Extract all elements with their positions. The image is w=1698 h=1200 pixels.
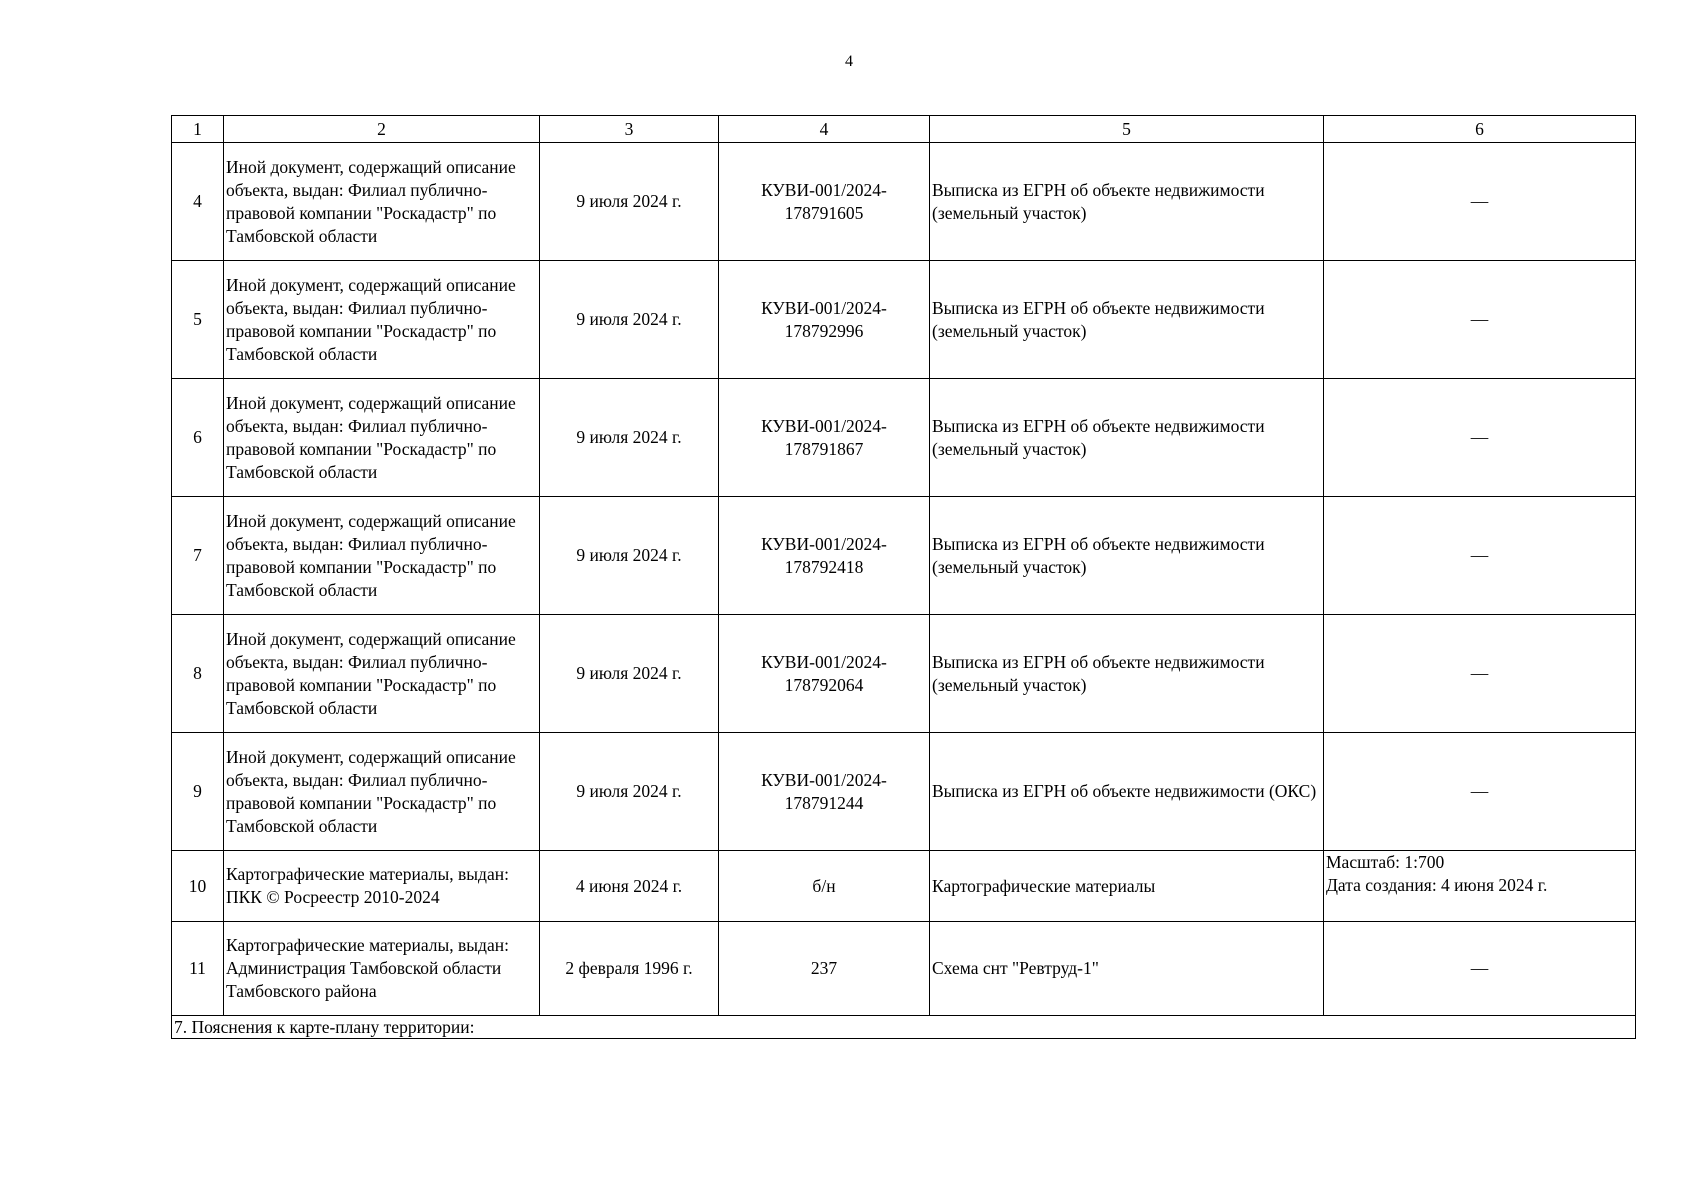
document-number-line: 178791244 [784, 792, 864, 813]
table-row [172, 615, 1636, 733]
document-description-cell: Выписка из ЕГРН об объекте недвижимости (земельный участок) [930, 497, 1324, 615]
document-number-cell [719, 497, 930, 615]
document-number-line: КУВИ-001/2024- [761, 533, 887, 554]
column-header-3: 3 [540, 116, 719, 143]
column-header-2: 2 [224, 116, 540, 143]
document-name-cell: Иной документ, содержащий описание объекта, выдан: Филиал публично-правовой компании "Роскадастр" по Тамбовской области [224, 261, 540, 379]
document-name-cell: Иной документ, содержащий описание объекта, выдан: Филиал публично-правовой компании "Роскадастр" по Тамбовской области [224, 497, 540, 615]
note-line: — [1470, 309, 1489, 329]
document-name-cell: Иной документ, содержащий описание объекта, выдан: Филиал публично-правовой компании "Роскадастр" по Тамбовской области [224, 143, 540, 261]
document-number-line: 178792996 [784, 320, 864, 341]
document-name-cell: Иной документ, содержащий описание объекта, выдан: Филиал публично-правовой компании "Роскадастр" по Тамбовской области [224, 379, 540, 497]
document-number-cell [719, 615, 930, 733]
document-name-cell: Иной документ, содержащий описание объекта, выдан: Филиал публично-правовой компании "Роскадастр" по Тамбовской области [224, 615, 540, 733]
row-number-cell: 8 [172, 615, 224, 733]
column-header-4: 4 [719, 116, 930, 143]
document-number-cell [719, 922, 930, 1016]
document-number-line: КУВИ-001/2024- [761, 415, 887, 436]
document-number-cell [719, 851, 930, 922]
document-date-cell: 2 февраля 1996 г. [540, 922, 719, 1016]
row-number-cell: 4 [172, 143, 224, 261]
row-number-cell: 11 [172, 922, 224, 1016]
document-name-cell: Картографические материалы, выдан: Администрация Тамбовской области Тамбовского района [224, 922, 540, 1016]
document-number-line: КУВИ-001/2024- [761, 179, 887, 200]
note-cell [1324, 851, 1636, 922]
document-number-line: 178791867 [784, 438, 864, 459]
document-number-line: б/н [812, 875, 836, 896]
document-description-cell: Выписка из ЕГРН об объекте недвижимости (земельный участок) [930, 615, 1324, 733]
note-cell [1324, 379, 1636, 497]
document-number-line: 178792418 [784, 556, 864, 577]
document-date-cell: 9 июля 2024 г. [540, 733, 719, 851]
document-number-cell [719, 143, 930, 261]
table-row [172, 143, 1636, 261]
document-number-line: 237 [810, 958, 838, 978]
document-description-cell: Выписка из ЕГРН об объекте недвижимости (ОКС) [930, 733, 1324, 851]
document-number-cell [719, 379, 930, 497]
note-line: — [1470, 663, 1489, 683]
column-header-5: 5 [930, 116, 1324, 143]
page-number: 4 [845, 53, 853, 70]
row-number-cell: 5 [172, 261, 224, 379]
column-header-1: 1 [172, 116, 224, 143]
row-number-cell: 10 [172, 851, 224, 922]
note-line: Масштаб: 1:700 [1326, 852, 1445, 872]
document-number-line: 178792064 [784, 674, 864, 695]
column-header-6: 6 [1324, 116, 1636, 143]
note-line: Дата создания: 4 июня 2024 г. [1326, 875, 1548, 895]
table-header-row [172, 116, 1636, 143]
note-cell [1324, 497, 1636, 615]
document-date-cell: 9 июля 2024 г. [540, 379, 719, 497]
document-date-cell: 9 июля 2024 г. [540, 497, 719, 615]
note-line: — [1470, 191, 1489, 211]
note-cell [1324, 615, 1636, 733]
document-number-line: 178791605 [784, 202, 864, 223]
document-description-cell: Выписка из ЕГРН об объекте недвижимости (земельный участок) [930, 379, 1324, 497]
section-footer: 7. Пояснения к карте-плану территории: [172, 1016, 1636, 1039]
note-line: — [1470, 958, 1489, 978]
table-body [172, 143, 1636, 1016]
note-cell [1324, 733, 1636, 851]
table-row [172, 379, 1636, 497]
row-number-cell: 7 [172, 497, 224, 615]
document-number-line: КУВИ-001/2024- [761, 297, 887, 318]
document-date-cell: 4 июня 2024 г. [540, 851, 719, 922]
note-line: — [1470, 427, 1489, 447]
table-row [172, 851, 1636, 922]
document-description-cell: Схема снт "Ревтруд-1" [930, 922, 1324, 1016]
row-number-cell: 9 [172, 733, 224, 851]
document-date-cell: 9 июля 2024 г. [540, 615, 719, 733]
document-number-line: КУВИ-001/2024- [761, 769, 887, 790]
document-name-cell: Иной документ, содержащий описание объекта, выдан: Филиал публично-правовой компании "Роскадастр" по Тамбовской области [224, 733, 540, 851]
table-row [172, 261, 1636, 379]
table-row [172, 497, 1636, 615]
document-description-cell: Выписка из ЕГРН об объекте недвижимости (земельный участок) [930, 143, 1324, 261]
document-description-cell: Картографические материалы [930, 851, 1324, 922]
document-date-cell: 9 июля 2024 г. [540, 261, 719, 379]
document-name-cell: Картографические материалы, выдан: ПКК © Росреестр 2010-2024 [224, 851, 540, 922]
document-number-line: КУВИ-001/2024- [761, 651, 887, 672]
table-row [172, 922, 1636, 1016]
row-number-cell: 6 [172, 379, 224, 497]
note-cell [1324, 922, 1636, 1016]
document-date-cell: 9 июля 2024 г. [540, 143, 719, 261]
note-line: — [1470, 545, 1489, 565]
note-cell [1324, 261, 1636, 379]
document-number-cell [719, 733, 930, 851]
section-footer-row [172, 1016, 1636, 1039]
note-cell [1324, 143, 1636, 261]
document-description-cell: Выписка из ЕГРН об объекте недвижимости (земельный участок) [930, 261, 1324, 379]
table-row [172, 733, 1636, 851]
document-number-cell [719, 261, 930, 379]
note-line: — [1470, 781, 1489, 801]
documents-table [171, 115, 1636, 1039]
